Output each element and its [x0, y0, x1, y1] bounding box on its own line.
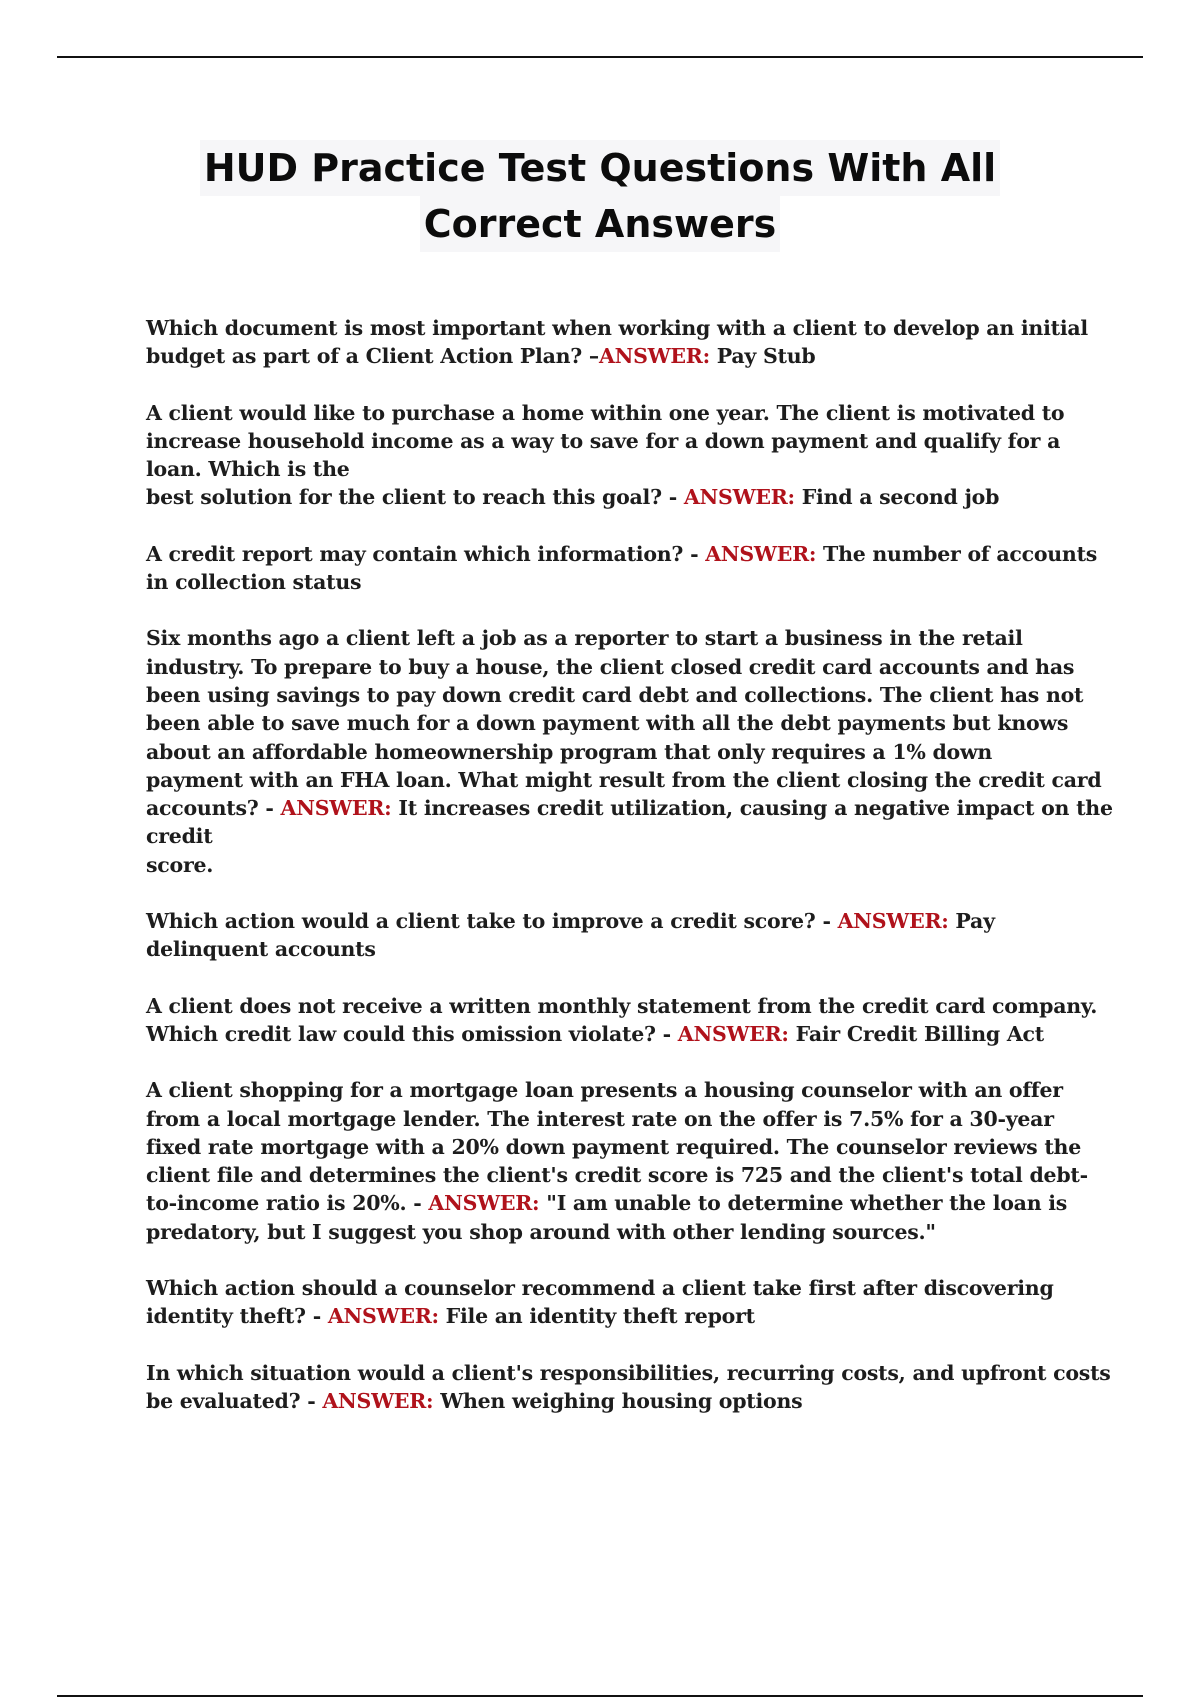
qa-item — [146, 1274, 1096, 1331]
qa-line — [146, 681, 1096, 709]
qa-item — [146, 399, 1096, 512]
qa-line — [146, 427, 1096, 455]
qa-line — [146, 935, 1096, 963]
answer-text: Pay Stub — [709, 344, 816, 369]
question-text: A credit report may contain which information? - — [146, 541, 706, 566]
question-text: loan. Which is the — [146, 457, 350, 482]
question-text: from a local mortgage lender. The interest rate on the offer is 7.5% for a 30-year — [146, 1106, 1054, 1131]
answer-label: ANSWER: — [322, 1388, 434, 1413]
question-text: delinquent accounts — [146, 937, 376, 962]
qa-item — [146, 1359, 1111, 1416]
qa-line — [146, 1161, 1096, 1189]
qa-line — [146, 766, 1102, 794]
qa-item — [146, 314, 1096, 371]
question-text: A client shopping for a mortgage loan presents a housing counselor with an offer — [146, 1078, 1063, 1103]
question-text: budget as part of a Client Action Plan? – — [146, 344, 599, 369]
qa-line — [146, 624, 1096, 652]
qa-line — [146, 709, 1096, 737]
answer-label: ANSWER: — [683, 485, 795, 510]
bottom-rule — [57, 1695, 1143, 1697]
answer-text: Fair Credit Billing Act — [788, 1021, 1044, 1046]
question-text: increase household income as a way to save for a down payment and qualify for a — [146, 428, 1061, 453]
qa-line — [146, 1076, 1096, 1104]
qa-line — [146, 540, 1096, 568]
question-text: In which situation would a client's responsibilities, recurring costs, and upfront costs — [146, 1360, 1111, 1385]
answer-label: ANSWER: — [677, 1021, 789, 1046]
question-text: payment with an FHA loan. What might result from the client closing the credit card — [146, 767, 1102, 792]
qa-line — [146, 1274, 1096, 1302]
qa-item — [146, 992, 1096, 1049]
question-text: Which action would a client take to improve a credit score? - — [146, 909, 838, 934]
question-text: A client does not receive a written monthly statement from the credit card company. — [146, 993, 1098, 1018]
qa-line — [146, 822, 1096, 850]
qa-line — [146, 1105, 1096, 1133]
question-text: predatory, but I suggest you shop around with other lending sources." — [146, 1219, 936, 1244]
question-text: to-income ratio is 20%. - — [146, 1191, 429, 1216]
page-title — [0, 140, 1200, 252]
qa-line — [146, 314, 1096, 342]
qa-line — [146, 1359, 1111, 1387]
answer-label: ANSWER: — [327, 1304, 439, 1329]
question-text: be evaluated? - — [146, 1388, 323, 1413]
question-text: client file and determines the client's credit score is 725 and the client's total debt- — [146, 1163, 1088, 1188]
question-text: accounts? - — [146, 796, 281, 821]
qa-line — [146, 1387, 1096, 1415]
qa-line — [146, 738, 1096, 766]
qa-line — [146, 907, 1096, 935]
question-text: Which document is most important when working with a client to develop an initial — [146, 316, 1088, 340]
qa-line — [146, 1218, 1096, 1246]
question-text: been using savings to pay down credit card debt and collections. The client has not — [146, 682, 1084, 707]
page-title-line: Correct Answers — [420, 196, 780, 252]
question-text: in collection status — [146, 570, 362, 595]
qa-line — [146, 1189, 1096, 1217]
answer-label: ANSWER: — [705, 541, 817, 566]
question-text: credit — [146, 824, 213, 849]
question-text: industry. To prepare to buy a house, the client closed credit card accounts and has — [146, 654, 1075, 679]
question-text: Which action should a counselor recommend a client take first after discovering — [146, 1276, 1054, 1301]
question-text: been able to save much for a down payment with all the debt payments but knows — [146, 711, 1069, 736]
answer-label: ANSWER: — [280, 796, 392, 821]
question-text: A client would like to purchase a home within one year. The client is motivated to — [146, 400, 1065, 425]
qa-line — [146, 399, 1096, 427]
qa-line — [146, 342, 1096, 370]
question-text: identity theft? - — [146, 1304, 328, 1329]
answer-label: ANSWER: — [598, 344, 710, 369]
answer-text: File an identity theft report — [438, 1304, 755, 1329]
question-text: Which credit law could this omission violate? - — [146, 1021, 678, 1046]
qa-item — [146, 1076, 1096, 1246]
question-text: about an affordable homeownership program that only requires a 1% down — [146, 739, 993, 764]
qa-list — [146, 314, 1113, 1443]
qa-line — [146, 1133, 1096, 1161]
qa-line — [146, 992, 1096, 1020]
answer-text: Find a second job — [794, 485, 1000, 510]
qa-line — [146, 483, 1096, 511]
answer-text: When weighing housing options — [433, 1388, 803, 1413]
qa-line — [146, 794, 1113, 822]
qa-item — [146, 540, 1096, 597]
qa-line — [146, 1302, 1096, 1330]
qa-item — [146, 907, 1096, 964]
qa-line — [146, 653, 1096, 681]
answer-text: It increases credit utilization, causing a negative impact on the — [391, 796, 1113, 821]
question-text: Six months ago a client left a job as a reporter to start a business in the retail — [146, 626, 1023, 651]
answer-text: Pay — [948, 909, 995, 934]
answer-text: "I am unable to determine whether the loan is — [539, 1191, 1068, 1216]
question-text: score. — [146, 852, 214, 877]
qa-item — [146, 624, 1113, 879]
answer-text: The number of accounts — [816, 541, 1098, 566]
question-text: fixed rate mortgage with a 20% down payment required. The counselor reviews the — [146, 1134, 1082, 1159]
top-rule — [57, 56, 1143, 58]
qa-line — [146, 1020, 1096, 1048]
question-text: best solution for the client to reach this goal? - — [146, 485, 684, 510]
answer-label: ANSWER: — [428, 1191, 540, 1216]
page-title-line: HUD Practice Test Questions With All — [200, 140, 1000, 196]
qa-line — [146, 568, 1096, 596]
answer-label: ANSWER: — [837, 909, 949, 934]
qa-line — [146, 455, 1096, 483]
qa-line — [146, 851, 1096, 879]
